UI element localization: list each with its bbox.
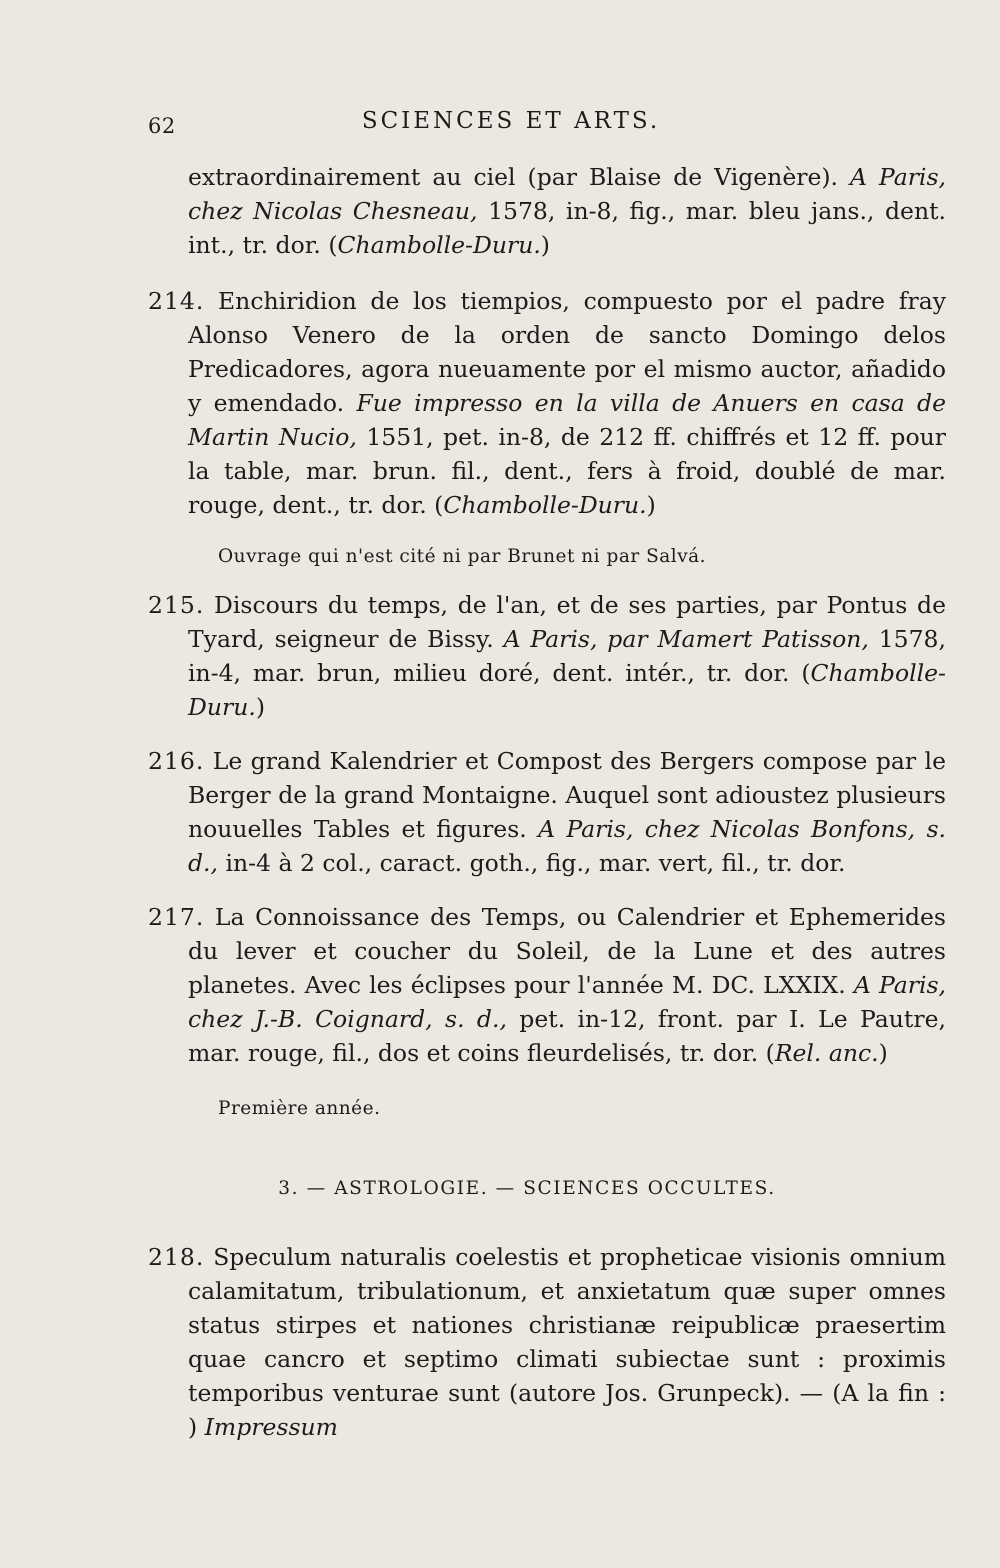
entry-imprint: A Paris, par Mamert Patisson, — [503, 625, 869, 653]
section-heading: 3. — ASTROLOGIE. — SCIENCES OCCULTES. — [278, 1178, 776, 1199]
entry-217 — [148, 900, 946, 1070]
entry-number: 215. — [148, 591, 205, 619]
continuation-imprint: A Paris, chez Nicolas Chesneau, — [188, 163, 946, 225]
entry-215 — [148, 588, 946, 724]
entry-binder: Rel. anc. — [774, 1039, 879, 1067]
entry-title: Speculum naturalis coelestis et propheticae visionis omnium calamitatum, tribulationum, et anxietatum quæ super omnes status stirpes et nationes christianæ reipublicæ praesertim quae cancro et septimo climati subiectae sunt : proximis temporibus venturae sunt (autore Jos. Grunpeck). — (A la fin : ) — [188, 1243, 946, 1441]
continuation-text: extraordinairement au ciel (par Blaise de Vigenère). — [188, 163, 850, 191]
continuation-closing: ) — [540, 231, 550, 259]
entry-213-continuation — [148, 160, 946, 262]
entry-number: 216. — [148, 747, 205, 775]
entry-imprint: Impressum — [204, 1413, 338, 1441]
entry-number: 214. — [148, 287, 205, 315]
entry-title: Le grand Kalendrier et Compost des Bergers compose par le Berger de la grand Montaigne. Auquel sont adioustez plusieurs nouuelles Tables et figures. — [188, 747, 946, 843]
entry-imprint: A Paris, chez J.-B. Coignard, s. d., — [188, 971, 946, 1033]
entry-description: 1551, pet. in-8, de 212 ff. chiffrés et 12 ff. pour la table, mar. brun. fil., dent., fers à froid, doublé de mar. rouge, dent., tr. dor. ( — [188, 423, 946, 519]
entry-217-note: Première année. — [218, 1098, 381, 1119]
entry-closing: ) — [646, 491, 656, 519]
entry-218 — [148, 1240, 946, 1444]
entry-binder: Chambolle-Duru. — [443, 491, 647, 519]
entry-number: 217. — [148, 903, 205, 931]
continuation-description: 1578, in-8, fig., mar. bleu jans., dent. int., tr. dor. ( — [188, 197, 946, 259]
entry-216 — [148, 744, 946, 880]
entry-closing: ) — [255, 693, 265, 721]
continuation-binder: Chambolle-Duru. — [337, 231, 541, 259]
entry-binder: Chambolle-Duru. — [188, 659, 946, 721]
entry-214-note: Ouvrage qui n'est cité ni par Brunet ni par Salvá. — [218, 546, 707, 567]
running-title: SCIENCES ET ARTS. — [361, 108, 661, 134]
entry-description: in-4 à 2 col., caract. goth., fig., mar. vert, fil., tr. dor. — [217, 849, 846, 877]
page-number: 62 — [148, 114, 176, 138]
entry-title: Enchiridion de los tiempios, compuesto por el padre fray Alonso Venero de la orden de sancto Domingo delos Predicadores, agora nueuamente por el mismo auctor, añadido y emendado. — [188, 287, 946, 417]
entry-number: 218. — [148, 1243, 205, 1271]
entry-imprint: A Paris, chez Nicolas Bonfons, s. d., — [188, 815, 946, 877]
entry-title: Discours du temps, de l'an, et de ses parties, par Pontus de Tyard, seigneur de Bissy. — [188, 591, 946, 653]
entry-title: La Connoissance des Temps, ou Calendrier et Ephemerides du lever et coucher du Soleil, de la Lune et des autres planetes. Avec les éclipses pour l'année M. DC. LXXIX. — [188, 903, 946, 999]
entry-214 — [148, 284, 946, 522]
entry-closing: ) — [878, 1039, 888, 1067]
entry-description: 1578, in-4, mar. brun, milieu doré, dent. intér., tr. dor. ( — [188, 625, 946, 687]
entry-imprint: Fue impresso en la villa de Anuers en casa de Martin Nucio, — [188, 389, 946, 451]
entry-description: pet. in-12, front. par I. Le Pautre, mar. rouge, fil., dos et coins fleurdelisés, tr. dor. ( — [188, 1005, 946, 1067]
page-header — [148, 108, 874, 144]
